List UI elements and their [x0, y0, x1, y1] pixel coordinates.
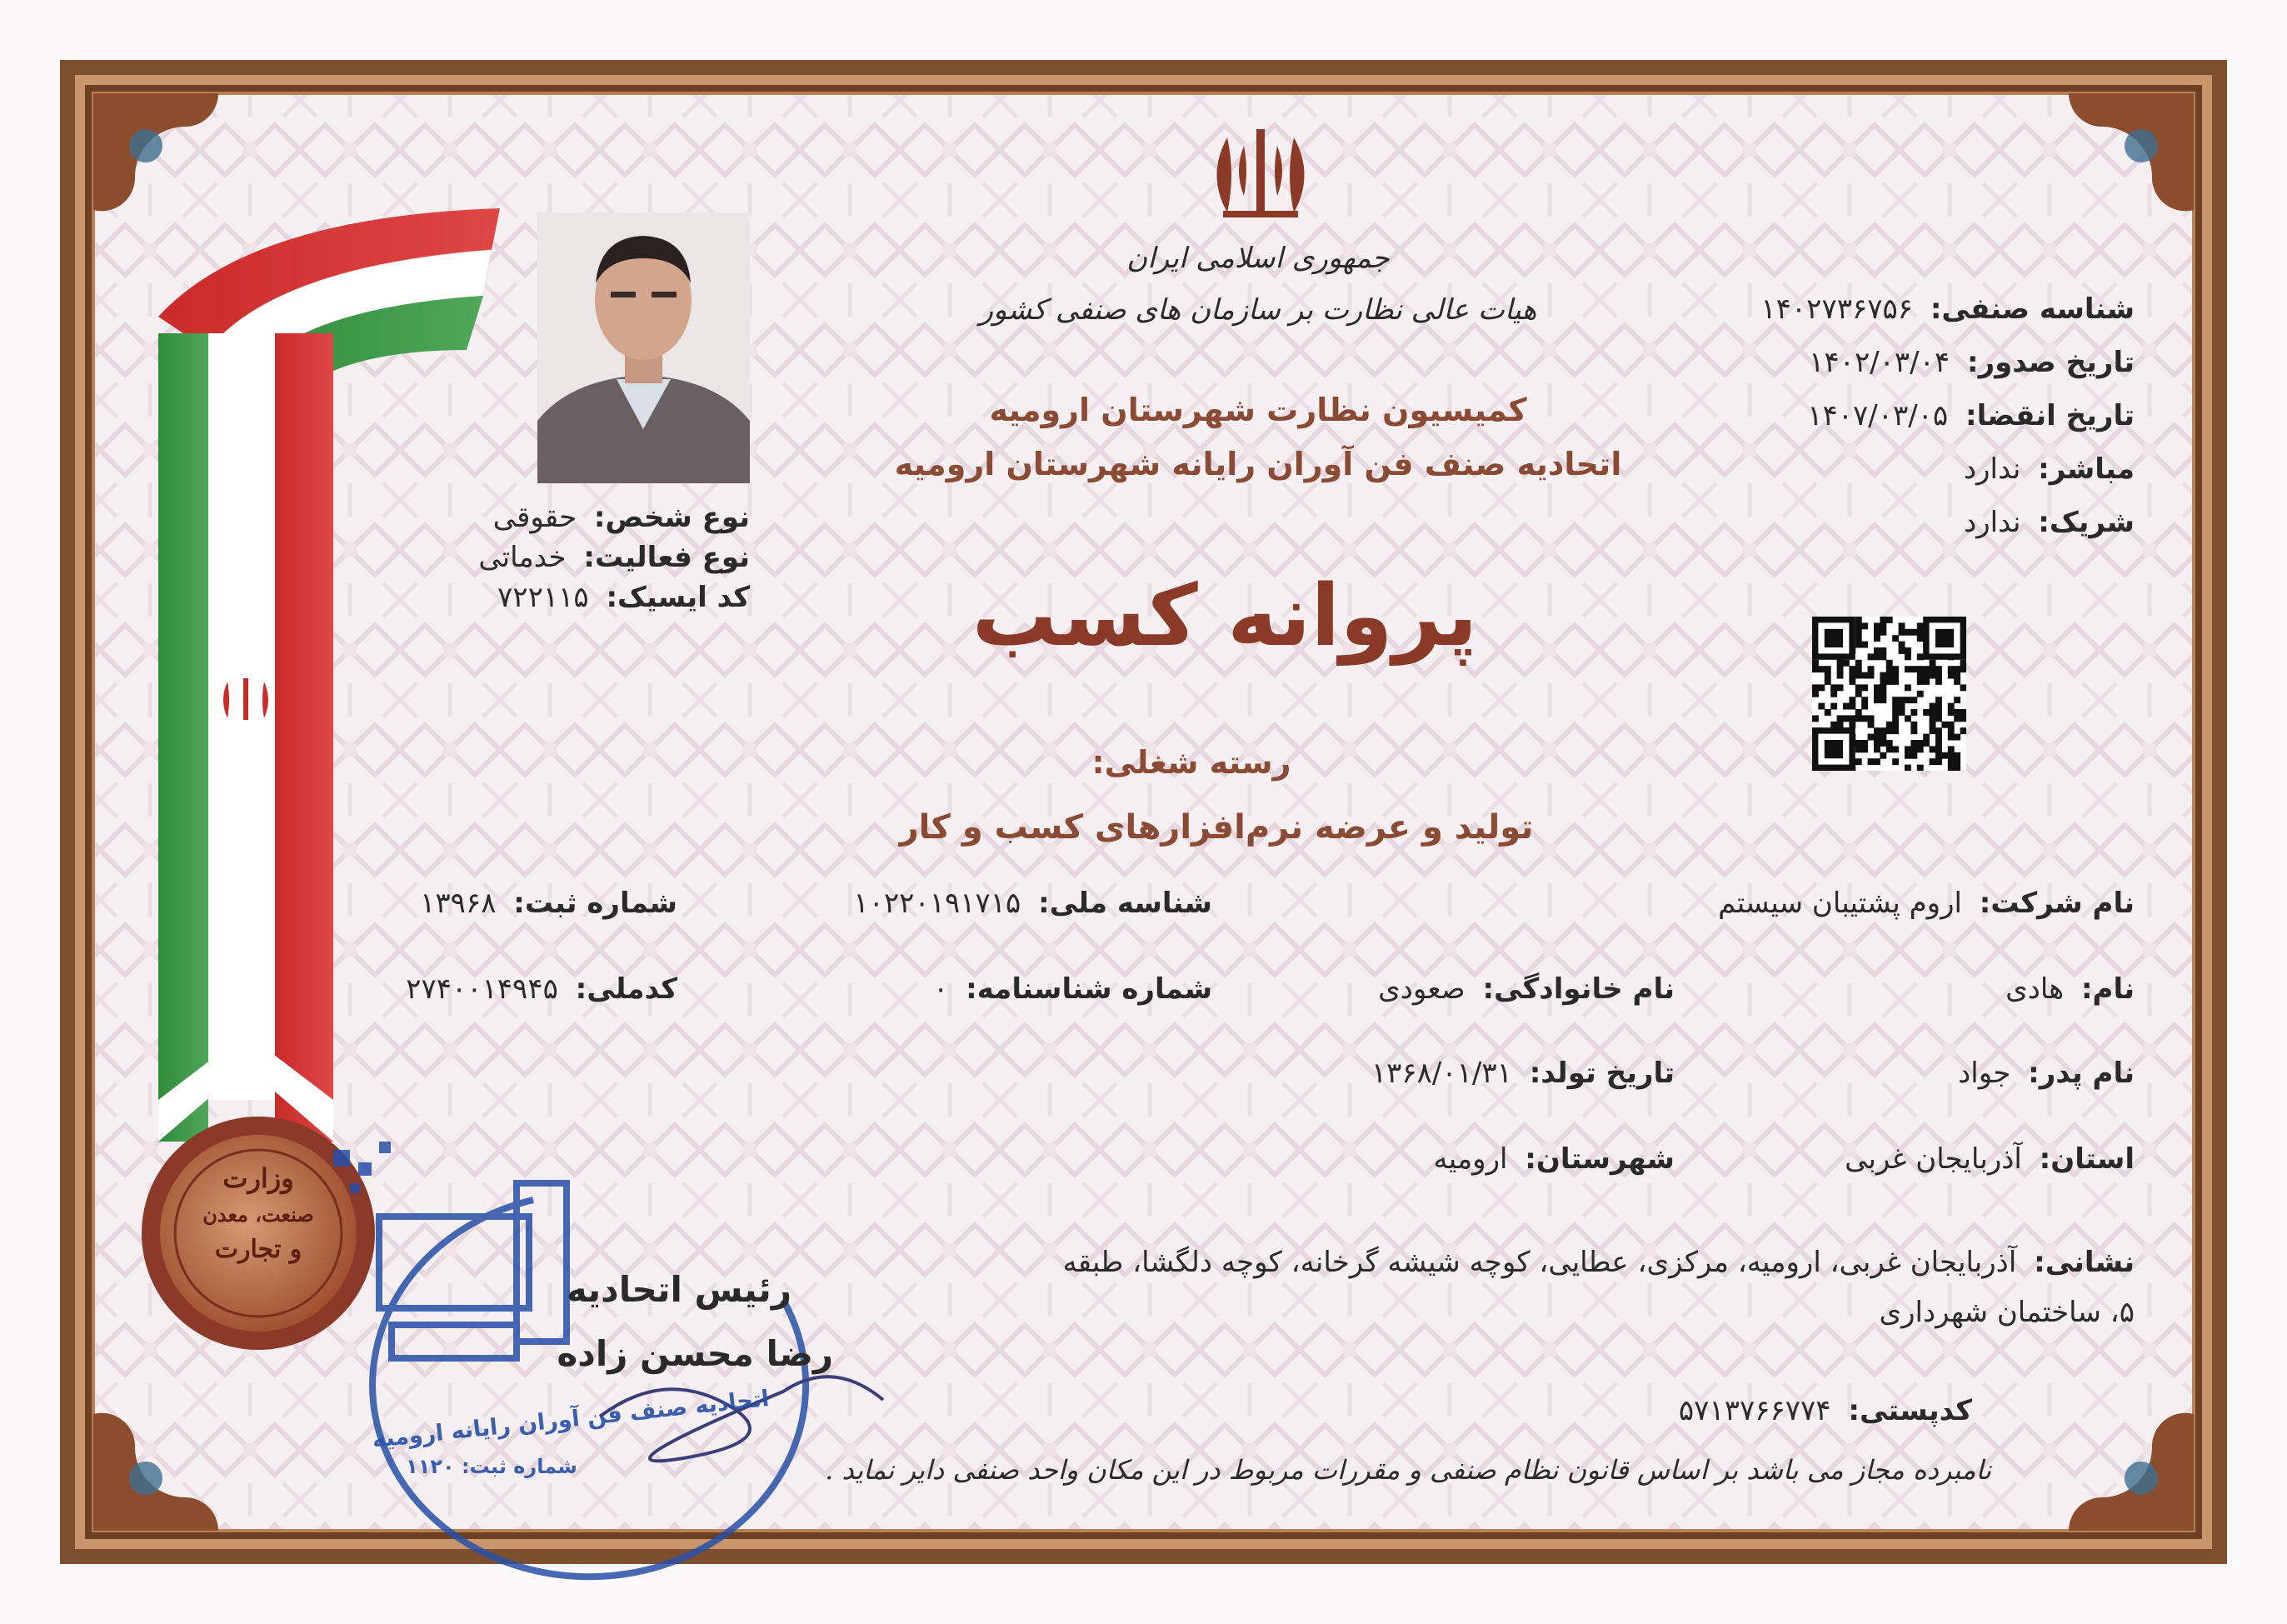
birth-certificate-field [933, 972, 1212, 1007]
company-field [1718, 886, 2135, 921]
guild-id-value: ۱۴۰۲۷۳۶۷۵۶ [1760, 292, 1914, 326]
partner-row [1701, 505, 2135, 558]
national-id-value: ۱۰۲۲۰۱۹۱۷۱۵ [853, 887, 1021, 920]
expiry-date-row [1701, 398, 2135, 452]
county-field [1433, 1142, 1675, 1177]
person-type-row [467, 500, 750, 540]
father-name-field [1958, 1056, 2135, 1091]
first-name-field [2005, 972, 2135, 1007]
postal-code-label: کدپستی: [1848, 1394, 1972, 1427]
union-stamp-text: اتحادیه صنف فن آوران رایانه ارومیه [371, 1386, 771, 1453]
county-label: شهرستان: [1525, 1142, 1675, 1176]
company-label: نام شرکت: [1979, 887, 2135, 920]
issue-date-value: ۱۴۰۲/۰۳/۰۴ [1809, 346, 1950, 379]
partner-value: ندارد [1964, 506, 2021, 539]
expiry-date-value: ۱۴۰۷/۰۳/۰۵ [1807, 399, 1949, 432]
union-stamp-number: شماره ثبت: ۱۱۲۰ [406, 1455, 577, 1478]
authority-name: هیات عالی نظارت بر سازمان های صنفی کشور [979, 293, 1537, 327]
address-value-line-2: ۵، ساختمان شهرداری [1879, 1296, 2135, 1329]
isic-value: ۷۲۲۱۱۵ [497, 581, 589, 614]
county-value: ارومیه [1433, 1142, 1508, 1176]
commission-name: کمیسیون نظارت شهرستان ارومیه [989, 392, 1527, 428]
seal-line-2: صنعت، معدن [202, 1202, 314, 1227]
person-type-label: نوع شخص: [593, 501, 750, 534]
activity-type-label: نوع فعالیت: [583, 541, 750, 574]
last-name-value: صعودی [1378, 972, 1466, 1006]
address-line-1 [968, 1237, 2135, 1287]
certificate-title: پروانه کسب [971, 567, 1478, 666]
guild-id-label: شناسه صنفی: [1930, 292, 2135, 326]
postal-code-value: ۵۷۱۳۷۶۶۷۷۴ [1678, 1394, 1831, 1427]
isic-row [467, 580, 750, 620]
manager-value: ندارد [1963, 452, 2021, 486]
last-name-label: نام خانوادگی: [1482, 972, 1675, 1006]
national-code-field [406, 972, 677, 1007]
issue-date-row [1701, 345, 2135, 398]
father-name-label: نام پدر: [2028, 1057, 2135, 1090]
top-left-info [467, 500, 750, 620]
birth-date-value: ۱۳۶۸/۰۱/۳۱ [1371, 1057, 1512, 1090]
birth-date-field [1371, 1056, 1675, 1091]
registration-number-value: ۱۳۹۶۸ [420, 887, 497, 920]
country-name: جمهوری اسلامی ایران [1126, 242, 1390, 275]
province-value: آذربایجان غربی [1845, 1142, 2022, 1176]
signatory-role: رئیس اتحادیه [566, 1269, 791, 1310]
person-type-value: حقوقی [492, 501, 577, 534]
province-field [1845, 1142, 2135, 1177]
ministry-seal [167, 1162, 350, 1304]
issue-date-label: تاریخ صدور: [1966, 346, 2135, 379]
portrait-photo [537, 212, 750, 483]
manager-label: مباشر: [2038, 452, 2135, 486]
national-code-label: کدملی: [575, 972, 677, 1006]
province-label: استان: [2039, 1142, 2135, 1176]
national-id-field [853, 886, 1212, 921]
national-code-value: ۲۷۴۰۰۱۴۹۴۵ [406, 972, 558, 1006]
activity-type-row [467, 540, 750, 580]
seal-line-3: و تجارت [214, 1235, 302, 1264]
address-field [968, 1237, 2135, 1337]
national-id-label: شناسه ملی: [1038, 887, 1212, 920]
activity-type-value: خدماتی [478, 541, 567, 574]
partner-label: شریک: [2038, 506, 2135, 539]
father-name-value: جواد [1958, 1057, 2011, 1090]
company-value: اروم پشتیبان سیستم [1718, 887, 1962, 920]
guild-id-row [1701, 292, 2135, 345]
postal-code-field [1679, 1393, 1972, 1428]
signatory-name: رضا محسن زاده [557, 1333, 833, 1374]
registration-number-label: شماره ثبت: [513, 887, 677, 920]
qr-code [1812, 617, 1966, 771]
occupation-label: رسته شغلی: [1091, 744, 1291, 781]
manager-row [1701, 452, 2135, 505]
address-value-line-1: آذربایجان غربی، ارومیه، مرکزی، عطایی، کوچه شیشه گرخانه، کوچه دلگشا، طبقه [1062, 1246, 2017, 1279]
occupation-value: تولید و عرضه نرم‌افزارهای کسب و کار [899, 808, 1534, 847]
birth-certificate-label: شماره شناسنامه: [966, 972, 1212, 1006]
registration-number-field [420, 886, 677, 921]
birth-date-label: تاریخ تولد: [1529, 1057, 1675, 1090]
address-label: نشانی: [2034, 1246, 2135, 1279]
isic-label: کد ایسیک: [606, 581, 750, 614]
birth-certificate-value: ۰ [933, 972, 949, 1006]
union-name: اتحادیه صنف فن آوران رایانه شهرستان ارومیه [894, 446, 1622, 482]
first-name-label: نام: [2080, 972, 2135, 1006]
expiry-date-label: تاریخ انقضا: [1965, 399, 2135, 432]
footer-note: نامبرده مجاز می باشد بر اساس قانون نظام صنفی و مقررات مربوط در این مکان واحد صنفی دایر نماید . [825, 1454, 1991, 1486]
first-name-value: هادی [2005, 972, 2065, 1006]
seal-line-1: وزارت [222, 1162, 294, 1194]
top-right-info [1701, 292, 2135, 558]
last-name-field [1378, 972, 1675, 1007]
